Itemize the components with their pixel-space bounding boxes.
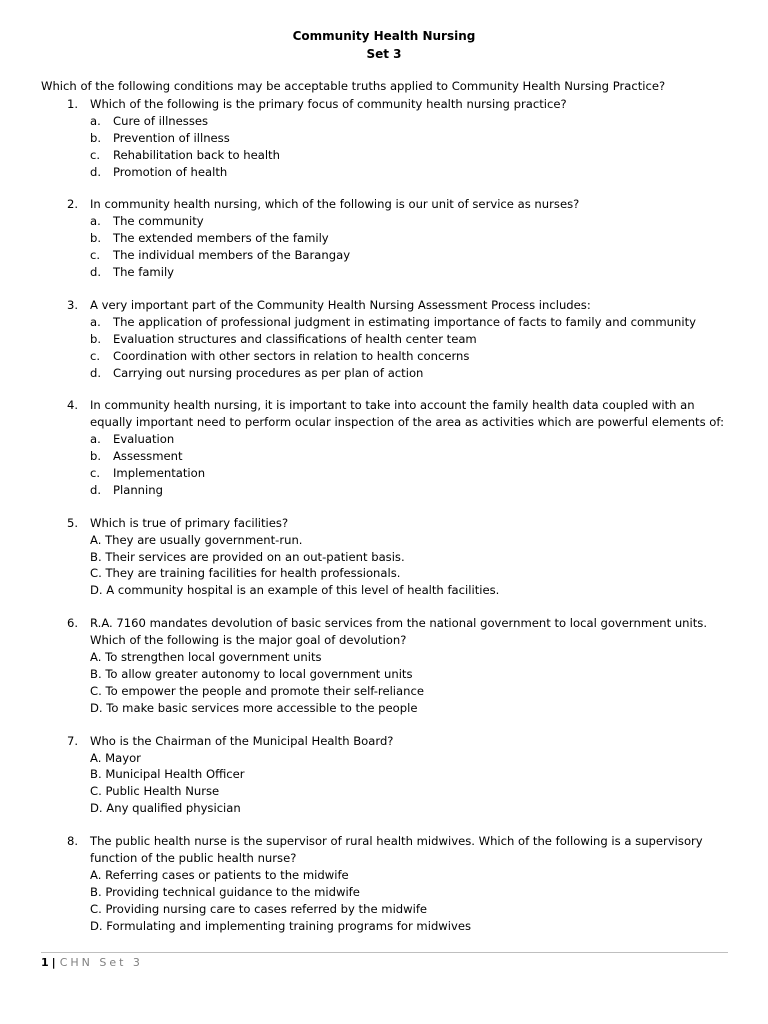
page-footer [41, 955, 143, 971]
option-text: Carrying out nursing procedures as per plan of action [113, 365, 424, 380]
option-text: Implementation [113, 466, 206, 480]
option-text: Prevention of illness [113, 130, 230, 145]
answer-option [0, 800, 768, 817]
answer-option [0, 431, 768, 448]
question-text: In community health nursing, which of the following is our unit of service as nurses? [90, 197, 580, 212]
answer-option [0, 331, 768, 348]
answer-option [0, 565, 768, 582]
question-text: Which is true of primary facilities? [90, 515, 289, 530]
option-letter: a. [90, 432, 101, 447]
answer-option [0, 532, 768, 549]
option-text: Cure of illnesses [113, 113, 209, 128]
option-letter: b. [90, 331, 102, 346]
question-list [0, 96, 768, 950]
question-stem [0, 615, 768, 649]
option-letter: d. [90, 365, 102, 380]
answer-option [0, 918, 768, 935]
option-text: C. They are training facilities for health professionals. [90, 566, 401, 581]
option-text: Promotion of health [113, 164, 228, 179]
question-item [0, 515, 768, 599]
answer-option [0, 365, 768, 382]
answer-option [0, 649, 768, 666]
option-letter: c. [90, 348, 101, 363]
option-letter: c. [90, 147, 101, 162]
question-item [0, 833, 768, 934]
option-text: A. Mayor [90, 750, 141, 765]
option-letter: b. [90, 231, 102, 246]
option-text: D. Formulating and implementing training programs for midwives [90, 918, 472, 933]
question-stem [0, 733, 768, 750]
question-stem [0, 515, 768, 532]
question-item [0, 615, 768, 716]
answer-option [0, 666, 768, 683]
option-letter: c. [90, 466, 101, 480]
answer-option [0, 164, 768, 181]
answer-option [0, 448, 768, 465]
question-number: 7. [67, 733, 79, 748]
question-number: 3. [67, 297, 79, 312]
option-text: B. Providing technical guidance to the midwife [90, 884, 360, 899]
question-number: 4. [67, 398, 79, 413]
question-item [0, 297, 768, 381]
page-number: 1 [41, 956, 49, 969]
question-text: Who is the Chairman of the Municipal Health Board? [90, 733, 394, 748]
option-letter: a. [90, 314, 101, 329]
answer-option [0, 884, 768, 901]
answer-option [0, 130, 768, 147]
option-text: Planning [113, 482, 163, 497]
question-stem [0, 397, 768, 431]
answer-option [0, 482, 768, 499]
footer-separator: | [51, 956, 56, 969]
option-text: A. Referring cases or patients to the midwife [90, 867, 349, 882]
answer-option [0, 750, 768, 767]
option-letter: d. [90, 164, 102, 179]
question-number: 6. [67, 616, 79, 631]
option-letter: c. [90, 248, 101, 263]
question-number: 5. [67, 515, 79, 530]
option-text: D. Any qualified physician [90, 801, 241, 816]
option-text: D. To make basic services more accessible to the people [90, 700, 418, 715]
question-stem [0, 833, 768, 867]
option-text: B. Municipal Health Officer [90, 767, 245, 782]
footer-divider [41, 952, 728, 953]
question-stem [0, 297, 768, 314]
question-number: 2. [67, 197, 79, 212]
question-item [0, 397, 768, 498]
set-label: Set 3 [366, 47, 402, 61]
document-title: Community Health Nursing [292, 29, 476, 43]
option-text: Evaluation structures and classifications of health center team [113, 331, 477, 346]
answer-option [0, 901, 768, 918]
question-text: R.A. 7160 mandates devolution of basic services from the national government to local government units. Which of the following is the major goal of devolution? [90, 616, 708, 648]
option-text: The application of professional judgment in estimating importance of facts to family and community [113, 314, 697, 329]
answer-option [0, 247, 768, 264]
answer-option [0, 867, 768, 884]
answer-option [0, 582, 768, 599]
intro-text: Which of the following conditions may be acceptable truths applied to Community Health Nursing Practice? [41, 79, 666, 93]
footer-text: CHN Set 3 [59, 956, 143, 969]
answer-option [0, 213, 768, 230]
answer-option [0, 113, 768, 130]
option-text: The community [113, 214, 204, 229]
option-text: The extended members of the family [113, 231, 329, 246]
question-stem [0, 196, 768, 213]
option-text: Coordination with other sectors in relation to health concerns [113, 348, 470, 363]
question-number: 8. [67, 834, 79, 849]
question-item [0, 196, 768, 280]
answer-option [0, 147, 768, 164]
option-text: A. They are usually government-run. [90, 532, 303, 547]
answer-option [0, 230, 768, 247]
option-letter: d. [90, 482, 102, 497]
option-letter: a. [90, 214, 101, 229]
answer-option [0, 683, 768, 700]
option-text: C. To empower the people and promote their self-reliance [90, 683, 424, 698]
answer-option [0, 700, 768, 717]
option-text: B. To allow greater autonomy to local government units [90, 666, 413, 681]
option-letter: b. [90, 449, 102, 464]
option-text: C. Providing nursing care to cases referred by the midwife [90, 901, 428, 916]
option-text: Rehabilitation back to health [113, 147, 280, 162]
answer-option [0, 314, 768, 331]
option-letter: d. [90, 265, 102, 280]
question-text: Which of the following is the primary focus of community health nursing practice? [90, 97, 567, 111]
option-text: C. Public Health Nurse [90, 784, 220, 799]
option-text: The family [113, 265, 175, 280]
question-number: 1. [67, 97, 79, 111]
option-letter: b. [90, 130, 102, 145]
option-text: Assessment [113, 449, 183, 464]
answer-option [0, 348, 768, 365]
question-text: A very important part of the Community Health Nursing Assessment Process includes: [90, 297, 591, 312]
question-item [0, 96, 768, 180]
option-text: D. A community hospital is an example of this level of health facilities. [90, 583, 500, 598]
option-letter: a. [90, 113, 101, 128]
answer-option [0, 783, 768, 800]
question-stem [0, 96, 768, 113]
question-text: The public health nurse is the supervisor of rural health midwives. Which of the following is a supervisory function of the public health nurse? [90, 834, 703, 865]
question-item [0, 733, 768, 817]
answer-option [0, 465, 768, 482]
answer-option [0, 549, 768, 566]
answer-option [0, 766, 768, 783]
option-text: A. To strengthen local government units [90, 650, 322, 665]
option-text: B. Their services are provided on an out-patient basis. [90, 549, 405, 564]
question-text: In community health nursing, it is important to take into account the family health data coupled with an equally important need to perform ocular inspection of the area as activities which are powerful elements of: [90, 398, 724, 430]
option-text: Evaluation [113, 432, 175, 447]
answer-option [0, 264, 768, 281]
option-text: The individual members of the Barangay [113, 248, 351, 263]
